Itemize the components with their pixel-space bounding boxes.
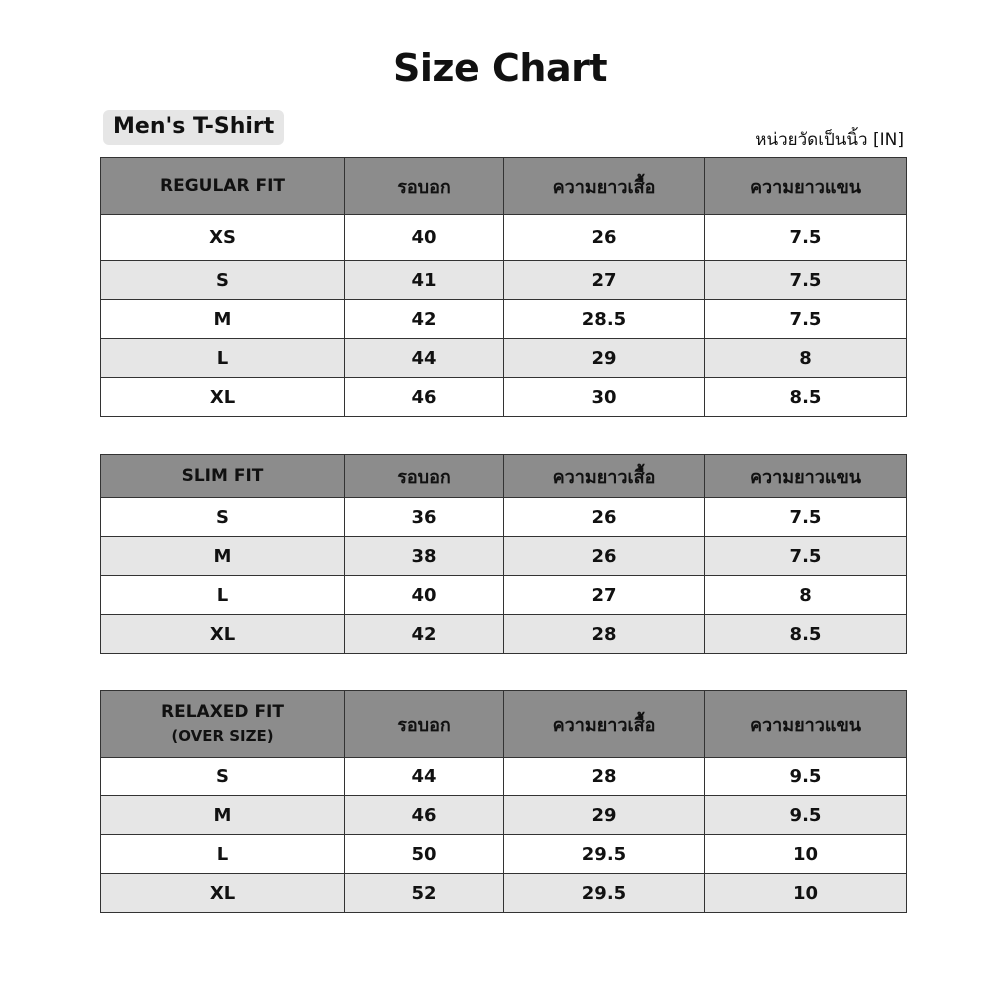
sleeve-cell: 8 — [705, 339, 907, 378]
size-cell: L — [101, 835, 345, 874]
table-row — [101, 378, 907, 417]
chest-cell: 40 — [345, 215, 504, 261]
sleeve-cell: 7.5 — [705, 261, 907, 300]
relaxed-fit-table — [100, 690, 907, 913]
size-cell: L — [101, 576, 345, 615]
page-title: Size Chart — [392, 46, 607, 90]
table-row — [101, 215, 907, 261]
fit-name: SLIM FIT — [181, 466, 264, 486]
length-cell: 27 — [504, 261, 705, 300]
length-header: ความยาวเสื้อ — [504, 455, 705, 498]
sleeve-cell: 7.5 — [705, 498, 907, 537]
length-cell: 29.5 — [504, 874, 705, 913]
size-cell: S — [101, 261, 345, 300]
chest-cell: 40 — [345, 576, 504, 615]
length-cell: 29.5 — [504, 835, 705, 874]
chest-cell: 38 — [345, 537, 504, 576]
length-cell: 28 — [504, 758, 705, 796]
size-cell: M — [101, 537, 345, 576]
table-row — [101, 339, 907, 378]
fit-header — [101, 158, 345, 215]
size-cell: XL — [101, 615, 345, 654]
length-cell: 26 — [504, 498, 705, 537]
size-cell: XL — [101, 874, 345, 913]
table-row — [101, 835, 907, 874]
sleeve-cell: 10 — [705, 835, 907, 874]
length-cell: 29 — [504, 796, 705, 835]
table-row — [101, 758, 907, 796]
length-cell: 29 — [504, 339, 705, 378]
chest-cell: 44 — [345, 339, 504, 378]
sleeve-cell: 9.5 — [705, 758, 907, 796]
sleeve-cell: 9.5 — [705, 796, 907, 835]
chest-cell: 41 — [345, 261, 504, 300]
sleeve-header: ความยาวแขน — [705, 691, 907, 758]
table-row — [101, 576, 907, 615]
table-row — [101, 537, 907, 576]
fit-header — [101, 455, 345, 498]
size-cell: M — [101, 300, 345, 339]
chest-cell: 46 — [345, 796, 504, 835]
table-row — [101, 498, 907, 537]
category-badge: Men's T-Shirt — [103, 110, 284, 145]
sleeve-cell: 8.5 — [705, 615, 907, 654]
size-cell: L — [101, 339, 345, 378]
chest-cell: 42 — [345, 300, 504, 339]
table-row — [101, 796, 907, 835]
length-cell: 28.5 — [504, 300, 705, 339]
chest-cell: 52 — [345, 874, 504, 913]
fit-header — [101, 691, 345, 758]
size-cell: XL — [101, 378, 345, 417]
sleeve-header: ความยาวแขน — [705, 158, 907, 215]
chest-cell: 44 — [345, 758, 504, 796]
sleeve-header: ความยาวแขน — [705, 455, 907, 498]
sleeve-cell: 8 — [705, 576, 907, 615]
fit-subtitle: (OVER SIZE) — [171, 727, 274, 745]
fit-name: REGULAR FIT — [160, 176, 285, 196]
chest-header: รอบอก — [345, 455, 504, 498]
length-header: ความยาวเสื้อ — [504, 691, 705, 758]
chest-cell: 42 — [345, 615, 504, 654]
sleeve-cell: 7.5 — [705, 300, 907, 339]
chest-header: รอบอก — [345, 691, 504, 758]
fit-name: RELAXED FIT — [161, 702, 284, 722]
table-row — [101, 874, 907, 913]
length-cell: 30 — [504, 378, 705, 417]
chest-cell: 46 — [345, 378, 504, 417]
length-cell: 27 — [504, 576, 705, 615]
size-cell: XS — [101, 215, 345, 261]
sleeve-cell: 7.5 — [705, 537, 907, 576]
unit-note: หน่วยวัดเป็นนิ้ว [IN] — [755, 130, 904, 150]
sleeve-cell: 8.5 — [705, 378, 907, 417]
sleeve-cell: 7.5 — [705, 215, 907, 261]
size-cell: S — [101, 498, 345, 537]
length-header: ความยาวเสื้อ — [504, 158, 705, 215]
size-cell: M — [101, 796, 345, 835]
chest-cell: 50 — [345, 835, 504, 874]
sleeve-cell: 10 — [705, 874, 907, 913]
table-row — [101, 615, 907, 654]
size-cell: S — [101, 758, 345, 796]
slim-fit-table — [100, 454, 907, 654]
table-row — [101, 300, 907, 339]
length-cell: 26 — [504, 215, 705, 261]
length-cell: 28 — [504, 615, 705, 654]
regular-fit-table — [100, 157, 907, 417]
chest-header: รอบอก — [345, 158, 504, 215]
table-row — [101, 261, 907, 300]
length-cell: 26 — [504, 537, 705, 576]
chest-cell: 36 — [345, 498, 504, 537]
